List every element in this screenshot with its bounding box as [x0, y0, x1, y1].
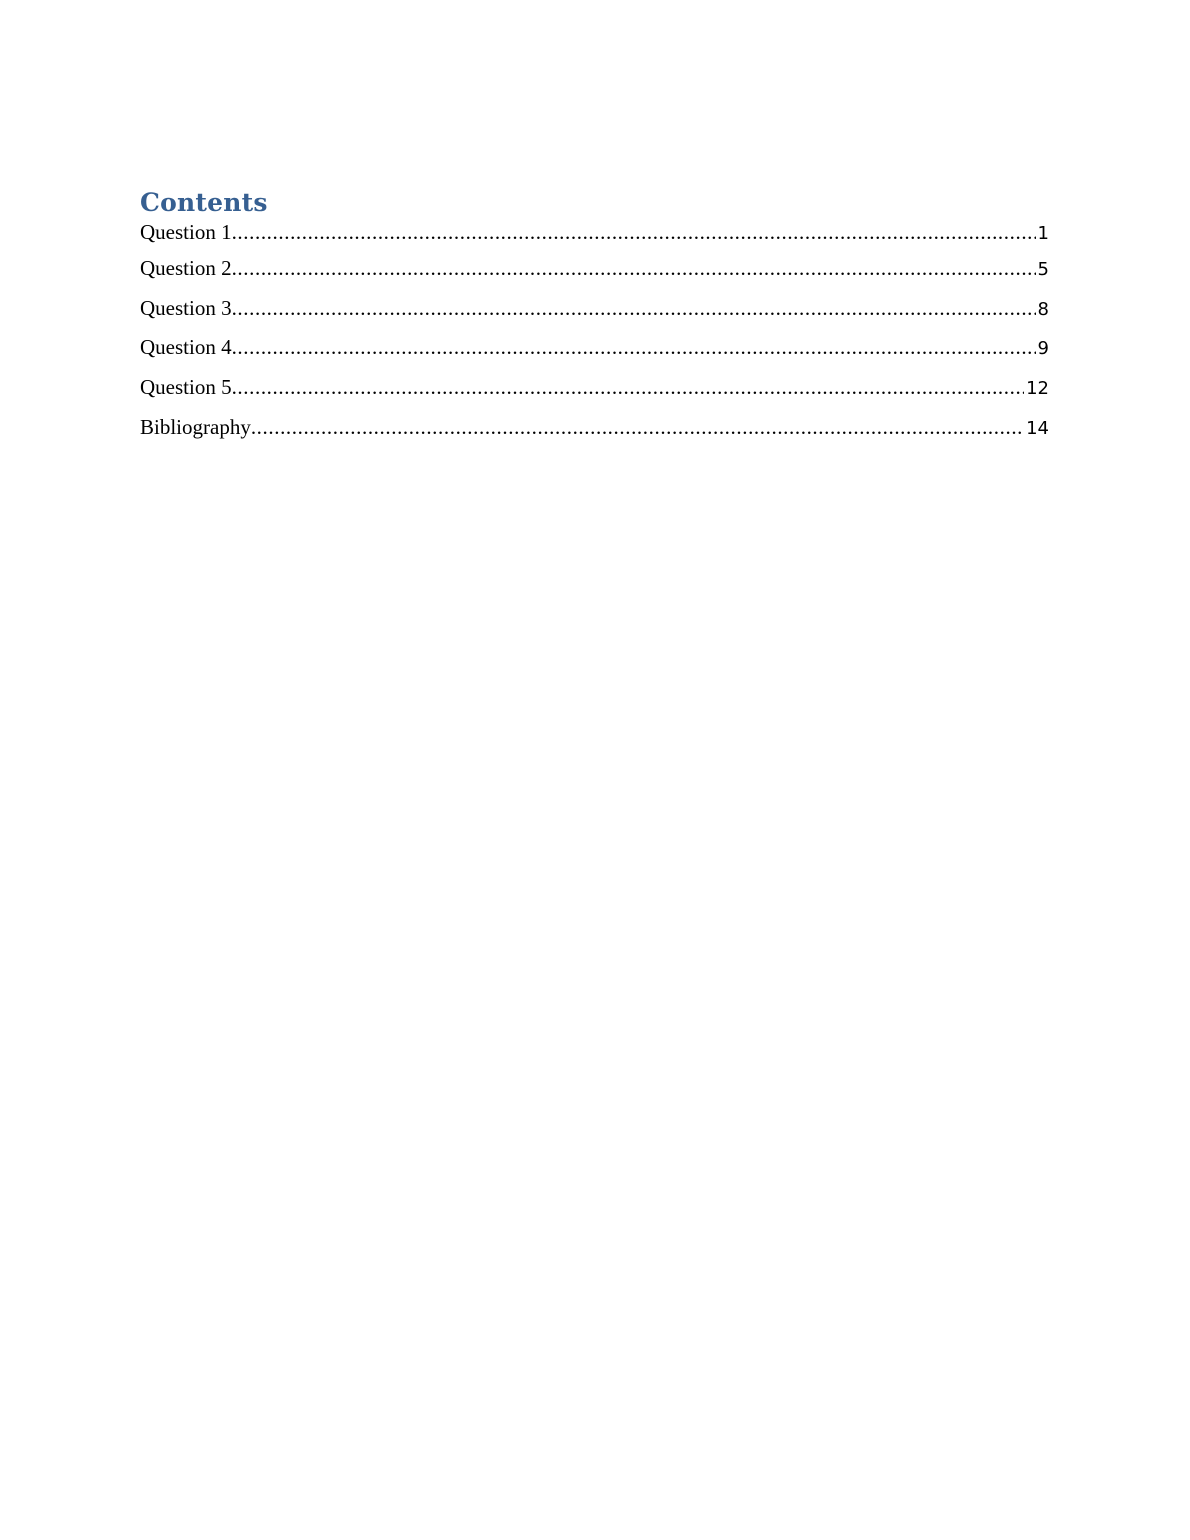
toc-entry-question-5[interactable] — [140, 375, 1049, 415]
toc-entry-page-number: 1 — [1037, 223, 1049, 244]
dot-leader — [232, 256, 1036, 281]
dot-leader — [232, 296, 1036, 321]
toc-entry-page-number: 12 — [1026, 378, 1049, 400]
toc-entry-question-3[interactable] — [140, 296, 1049, 336]
toc-entry-label: Bibliography — [140, 414, 251, 439]
toc-entry-label: Question 3 — [140, 295, 232, 320]
toc-entry-page-number: 5 — [1037, 259, 1049, 280]
toc-entry-page-number: 8 — [1037, 298, 1049, 320]
toc-entry-label: Question 2 — [140, 256, 232, 280]
dot-leader — [232, 375, 1025, 400]
dot-leader — [251, 415, 1024, 440]
toc-entry-question-2[interactable] — [140, 256, 1049, 296]
toc-entry-label: Question 5 — [140, 375, 232, 400]
toc-entry-page-number: 9 — [1037, 338, 1049, 360]
table-of-contents — [140, 186, 1049, 454]
toc-entry-label: Question 1 — [140, 220, 232, 244]
toc-list — [140, 220, 1049, 454]
toc-heading: Contents — [140, 188, 268, 217]
toc-entry-question-4[interactable] — [140, 335, 1049, 375]
toc-entry-label: Question 4 — [140, 335, 232, 360]
toc-entry-question-1[interactable] — [140, 220, 1049, 256]
toc-entry-bibliography[interactable] — [140, 415, 1049, 455]
toc-entry-page-number: 14 — [1026, 417, 1049, 439]
dot-leader — [232, 335, 1036, 360]
dot-leader — [232, 220, 1036, 245]
